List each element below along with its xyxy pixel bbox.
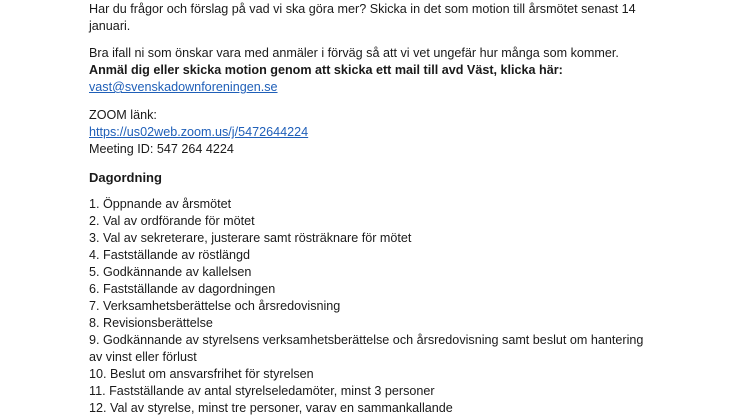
agenda-item: 12. Val av styrelse, minst tre personer, varav en sammankallande — [89, 401, 453, 415]
document-page — [89, 1, 709, 417]
agenda-item: 3. Val av sekreterare, justerare samt rösträknare för mötet — [89, 231, 412, 245]
agenda-item: 11. Fastställande av antal styrelseledamöter, minst 3 personer — [89, 384, 435, 398]
spacer — [89, 186, 709, 196]
agenda-list — [89, 196, 709, 417]
intro-line-1: Har du frågor och förslag på vad vi ska göra mer? Skicka in det som motion till årsmötet senast 14 — [89, 2, 636, 16]
agenda-item: 6. Fastställande av dagordningen — [89, 282, 276, 296]
register-instruction: Anmäl dig eller skicka motion genom att skicka ett mail till avd Väst, klicka här: — [89, 63, 563, 77]
spacer — [89, 35, 709, 45]
agenda-item: 1. Öppnande av årsmötet — [89, 197, 232, 211]
agenda-item: 4. Fastställande av röstlängd — [89, 248, 251, 262]
agenda-item: 5. Godkännande av kallelsen — [89, 265, 252, 279]
zoom-link[interactable]: https://us02web.zoom.us/j/5472644224 — [89, 125, 309, 139]
agenda-item: 10. Beslut om ansvarsfrihet för styrelsen — [89, 367, 314, 381]
agenda-item: 2. Val av ordförande för mötet — [89, 214, 255, 228]
intro-line-2: januari. — [89, 19, 131, 33]
spacer — [89, 96, 709, 107]
agenda-item: 9. Godkännande av styrelsens verksamhetsberättelse och årsredovisning samt beslut om hantering av vinst eller förlust — [89, 333, 644, 364]
register-text: Bra ifall ni som önskar vara med anmäler i förväg så att vi vet ungefär hur många som kommer. — [89, 46, 619, 60]
email-link[interactable]: vast@svenskadownforeningen.se — [89, 80, 278, 94]
meeting-id: Meeting ID: 547 264 4224 — [89, 142, 234, 156]
agenda-heading: Dagordning — [89, 170, 162, 185]
agenda-item: 7. Verksamhetsberättelse och årsredovisning — [89, 299, 341, 313]
zoom-label: ZOOM länk: — [89, 108, 157, 122]
spacer — [89, 158, 709, 169]
agenda-item: 8. Revisionsberättelse — [89, 316, 213, 330]
